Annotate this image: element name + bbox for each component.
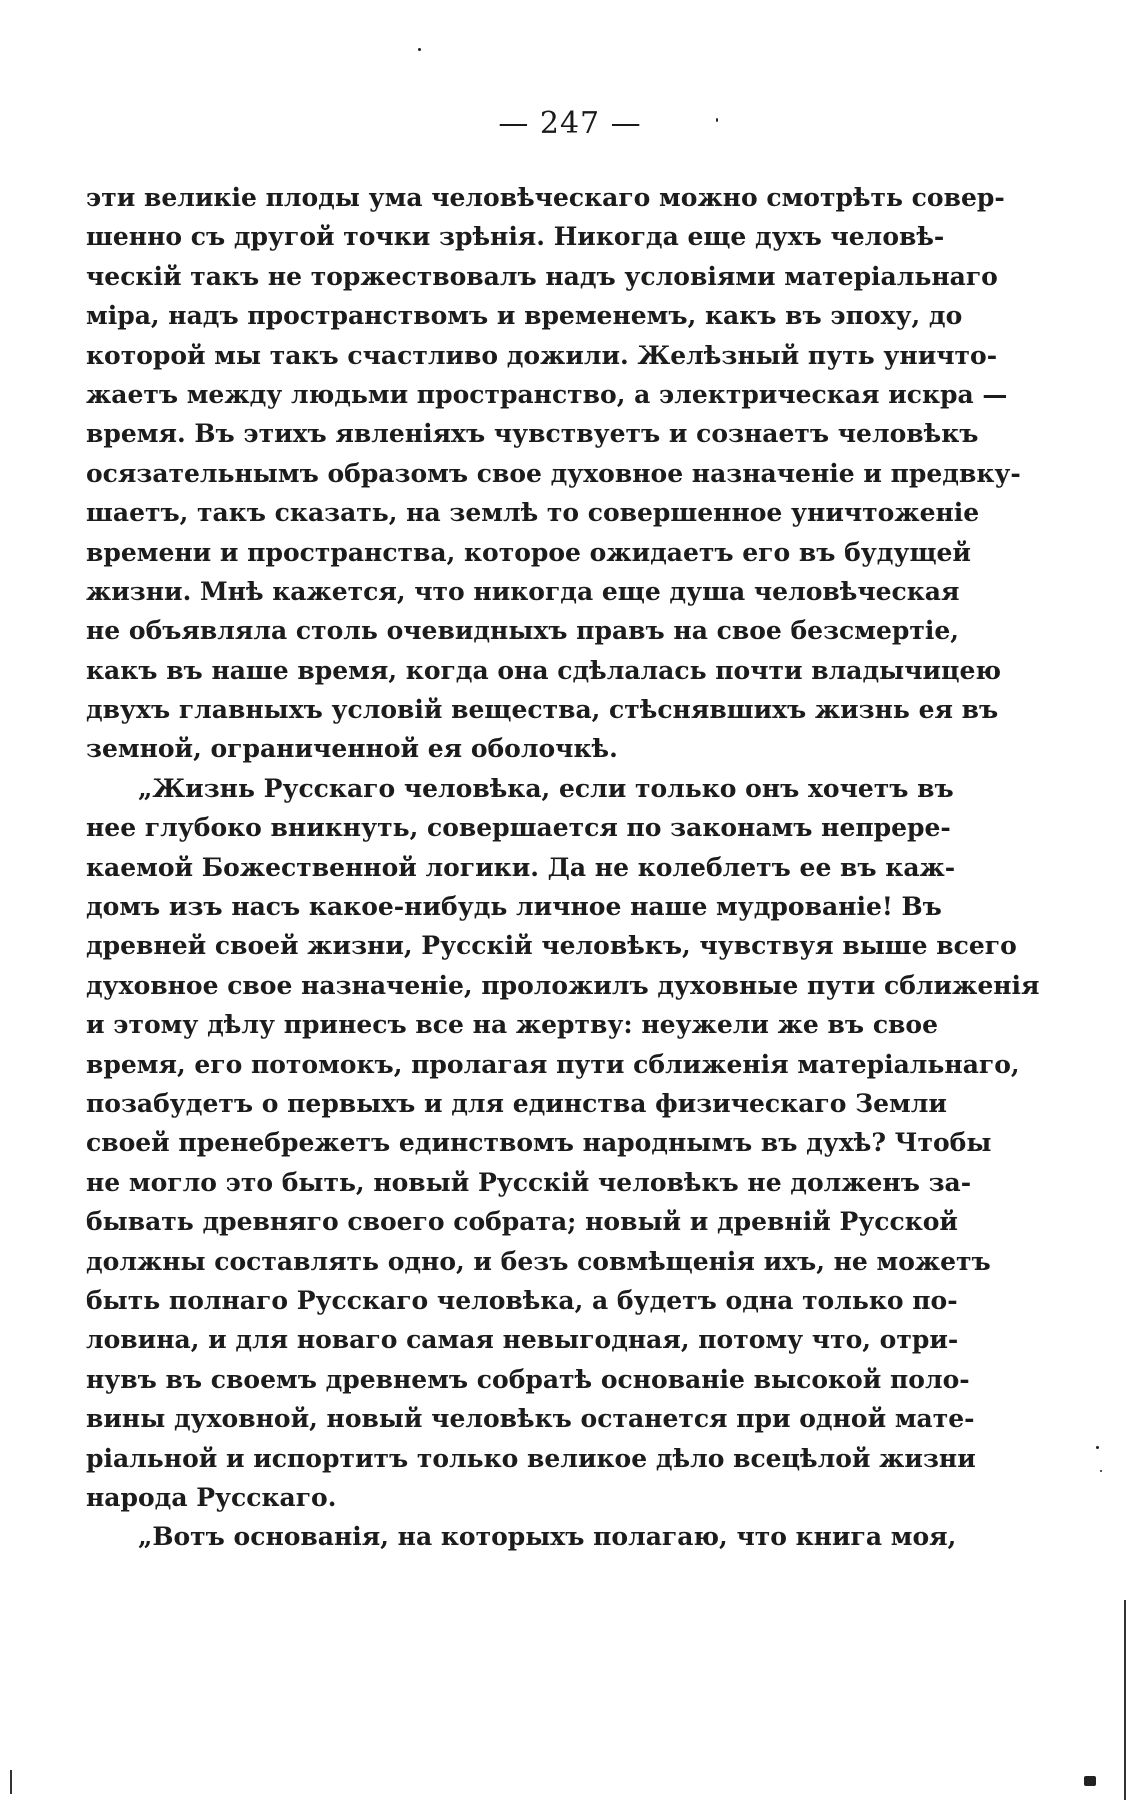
scan-speck: [1096, 1446, 1099, 1449]
text-line: времени и пространства, которое ожидаетъ его въ будущей: [86, 537, 971, 567]
text-line: должны составлять одно, и безъ совмѣщенія ихъ, не можетъ: [86, 1246, 991, 1276]
text-line: шаетъ, такъ сказать, на землѣ то совершенное уничтоженіе: [86, 498, 980, 528]
text-line: осязательнымъ образомъ свое духовное назначеніе и предвку-: [86, 458, 1021, 488]
text-line: не могло это быть, новый Русскій человѣкъ не долженъ за-: [86, 1167, 972, 1197]
text-line: шенно съ другой точки зрѣнія. Никогда еще духъ человѣ-: [86, 222, 945, 252]
body-text: [86, 178, 1040, 1557]
page-number: — 247 —: [498, 106, 642, 141]
text-line: быть полнаго Русскаго человѣка, а будетъ одна только по-: [86, 1285, 958, 1315]
scan-speck: [418, 48, 421, 51]
text-line: ріальной и испортитъ только великое дѣло всецѣлой жизни: [86, 1443, 976, 1473]
text-line: эти великіе плоды ума человѣческаго можно смотрѣть совер-: [86, 183, 1005, 212]
scan-speck: [1100, 1470, 1102, 1472]
text-line: домъ изъ насъ какое-нибудь личное наше мудрованіе! Въ: [86, 892, 942, 922]
text-line: которой мы такъ счастливо дожили. Желѣзный путь уничто-: [86, 340, 998, 370]
text-line: духовное свое назначеніе, проложилъ духовные пути сближенія: [86, 970, 1040, 1000]
text-line: позабудетъ о первыхъ и для единства физическаго Земли: [86, 1088, 947, 1118]
text-line: ческій такъ не торжествовалъ надъ условіями матеріальнаго: [86, 261, 998, 291]
scan-edge-line: [10, 1770, 12, 1794]
text-line: не объявляла столь очевидныхъ правъ на свое безсмертіе,: [86, 616, 959, 646]
text-line: вины духовной, новый человѣкъ останется при одной мате-: [86, 1404, 975, 1434]
text-line: нее глубоко вникнуть, совершается по законамъ непрере-: [86, 813, 951, 843]
text-line: міра, надъ пространствомъ и временемъ, какъ въ эпоху, до: [86, 301, 963, 331]
text-line: и этому дѣлу принесъ все на жертву: неужели же въ свое: [86, 1010, 938, 1040]
text-line: своей пренебрежетъ единствомъ народнымъ въ духѣ? Чтобы: [86, 1128, 992, 1158]
text-line: нувъ въ своемъ древнемъ собратѣ основаніе высокой поло-: [86, 1364, 970, 1394]
text-line: древней своей жизни, Русскій человѣкъ, чувствуя выше всего: [86, 931, 1017, 961]
text-line: каемой Божественной логики. Да не колеблетъ ее въ каж-: [86, 852, 956, 882]
text-line: ловина, и для новаго самая невыгодная, потому что, отри-: [86, 1325, 959, 1355]
scan-edge-line: [1124, 1600, 1126, 1800]
scan-speck: [716, 118, 718, 122]
text-line: „Жизнь Русскаго человѣка, если только онъ хочетъ въ: [138, 773, 954, 803]
text-line: бывать древняго своего собрата; новый и древній Русской: [86, 1207, 958, 1237]
text-line: „Вотъ основанія, на которыхъ полагаю, что книга моя,: [138, 1522, 957, 1552]
scan-speck: [1084, 1776, 1096, 1786]
text-line: народа Русскаго.: [86, 1482, 337, 1512]
text-line: жизни. Мнѣ кажется, что никогда еще душа человѣческая: [86, 576, 960, 606]
text-line: время. Въ этихъ явленіяхъ чувствуетъ и сознаетъ человѣкъ: [86, 419, 979, 449]
text-line: время, его потомокъ, пролагая пути сближенія матеріальнаго,: [86, 1049, 1020, 1079]
text-line: какъ въ наше время, когда она сдѣлалась почти владычицею: [86, 655, 1002, 685]
text-line: двухъ главныхъ условій вещества, стѣснявшихъ жизнь ея въ: [86, 695, 999, 725]
text-line: земной, ограниченной ея оболочкѣ.: [86, 734, 618, 764]
text-line: жаетъ между людьми пространство, а электрическая искра —: [86, 379, 1008, 409]
